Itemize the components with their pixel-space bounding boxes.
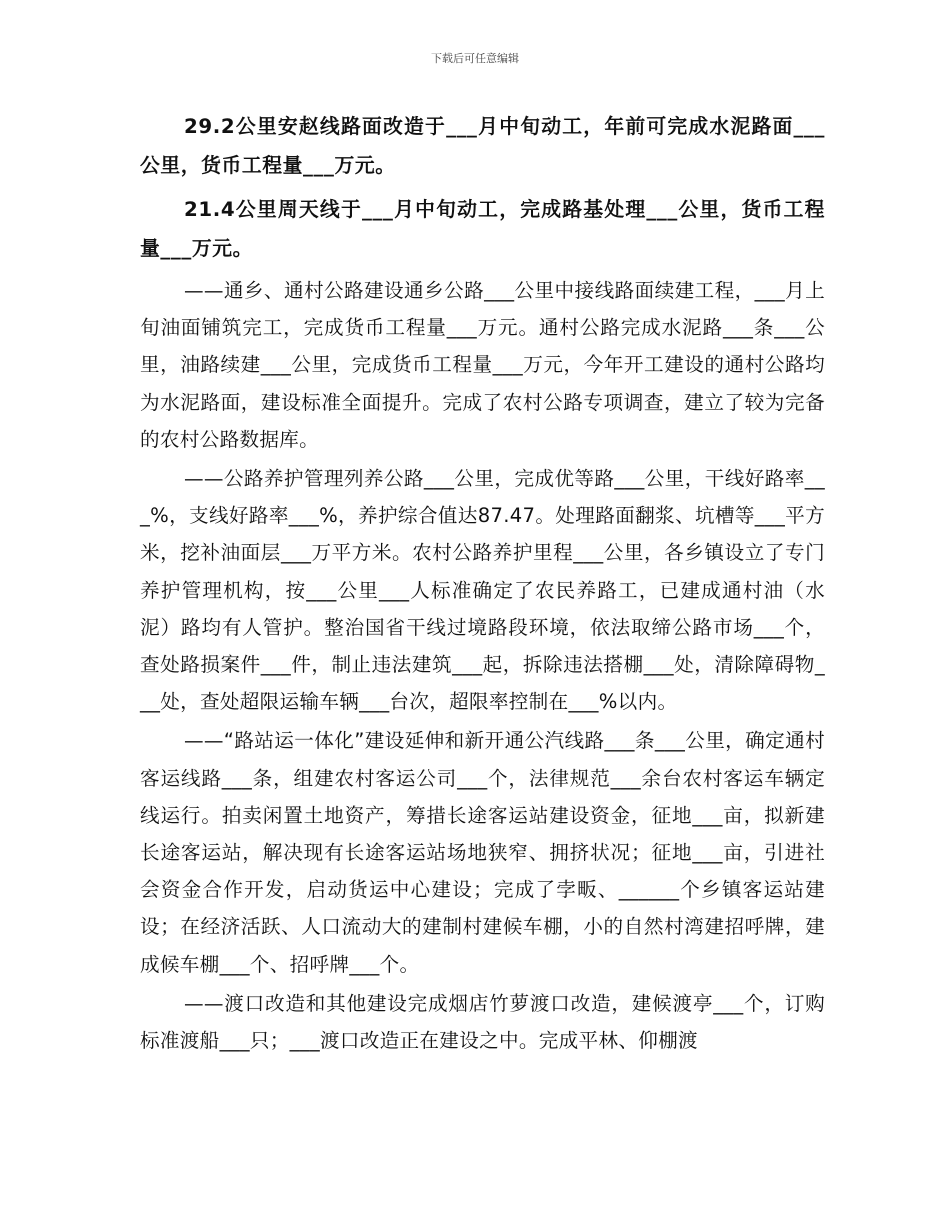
paragraph-township-village-roads: ——通乡、通村公路建设通乡公路___公里中接线路面续建工程，___月上旬油面铺筑完工，完成货币工程量___万元。通村公路完成水泥路___条___公里，油路续建___公里，完成货币工程量___万元，今年开工建设的通村公路均为水泥路面，建设标准全面提升。完成了农村公路专项调查，建立了较为完备的农村公路数据库。 — [140, 279, 825, 451]
page-header-note: 下载后可任意编辑 — [431, 52, 519, 65]
paragraph-road-station-transport: ——“路站运一体化”建设延伸和新开通公汽线路___条___公里，确定通村客运线路___条，组建农村客运公司___个，法律规范___余台农村客运车辆定线运行。拍卖闲置土地资产，筹措长途客运站建设资金，征地___亩，拟新建长途客运站，解决现有长途客运站场地狭窄、拥挤状况；征地___亩，引进社会资金合作开发，启动货运中心建设；完成了孛畈、______个乡镇客运站建设；在经济活跃、人口流动大的建制村建候车棚，小的自然村湾建招呼牌，建成候车棚___个、招呼牌___个。 — [140, 729, 825, 976]
paragraph-road-maintenance: ——公路养护管理列养公路___公里，完成优等路___公里，干线好路率___%，支线好路率___%，养护综合值达87.47。处理路面翻浆、坑槽等___平方米，挖补油面层___万平方米。农村公路养护里程___公里，各乡镇设立了专门养护管理机构，按___公里___人标准确定了农民养路工，已建成通村油（水泥）路均有人管护。整治国省干线过境路段环境，依法取缔公路市场___个，查处路损案件___件，制止违法建筑___起，拆除违法搭棚___处，清除障碍物___处，查处超限运输车辆___台次，超限率控制在___%以内。 — [140, 467, 825, 714]
paragraph-ferry-renovation: ——渡口改造和其他建设完成烟店竹萝渡口改造，建候渡亭___个，订购标准渡船___只；___渡口改造正在建设之中。完成平林、仰棚渡 — [140, 991, 825, 1053]
document-body — [140, 108, 825, 1059]
paragraph-anzhao-road: 29.2公里安赵线路面改造于___月中旬动工，年前可完成水泥路面___公里，货币工程量___万元。 — [140, 115, 825, 177]
paragraph-zhoutian-road: 21.4公里周天线于___月中旬动工，完成路基处理___公里，货币工程量___万元。 — [140, 198, 825, 260]
